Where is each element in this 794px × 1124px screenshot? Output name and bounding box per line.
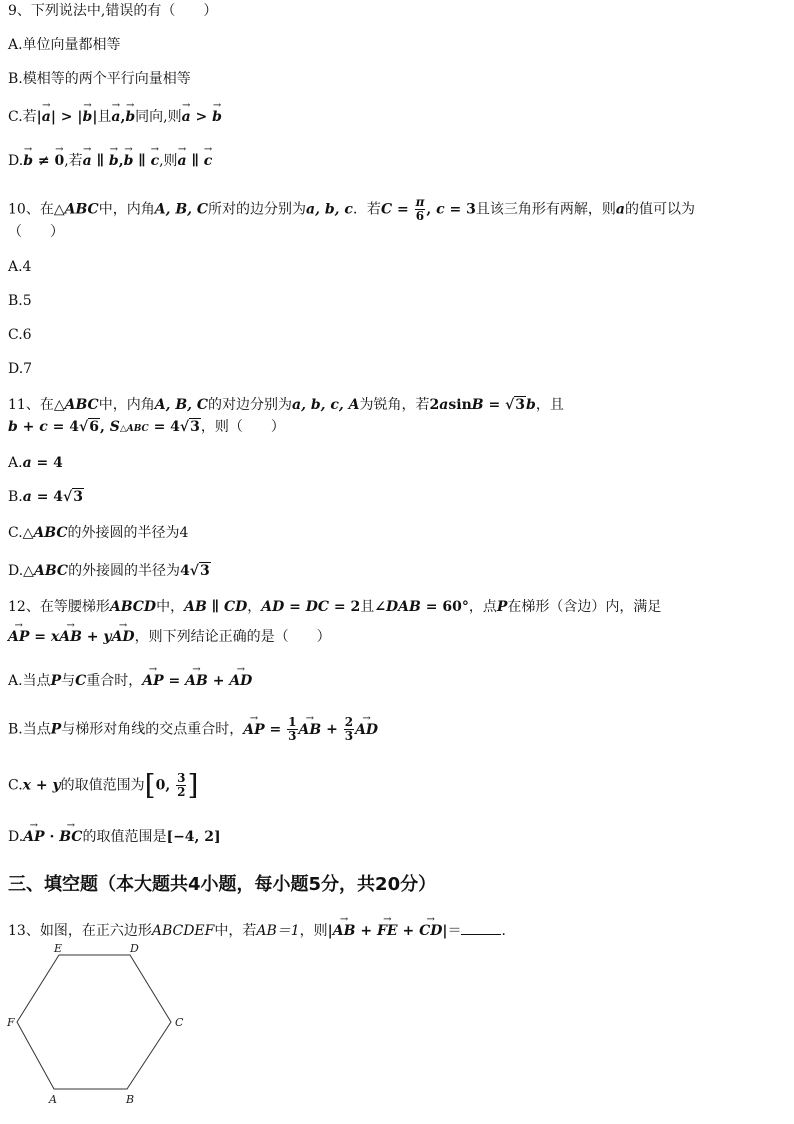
q12-stem: 12、在等腰梯形ABCD中，AB ∥ CD，AD = DC = 2且∠DAB = 60°，点P在梯形（含边）内，满足	[8, 599, 662, 615]
q11-option-a: A.a = 4	[8, 455, 63, 471]
q9-option-c: C.若|→ a| > |→ b|且→ a,→ b同向,则→ a > → b	[8, 108, 222, 126]
q11-option-b: B.a = 4√3	[8, 489, 83, 505]
q11-option-d: D.△ABC的外接圆的半径为4√3	[8, 563, 210, 579]
section-title-fill-in: 三、填空题（本大题共4小题，每小题5分，共20分）	[8, 874, 437, 895]
hexagon-figure	[0, 940, 200, 1110]
answer-blank	[461, 922, 501, 935]
q13-stem: 13、如图，在正六边形ABCDEF中，若AB＝1，则|→ AB + → FE + → CD|＝ ．	[8, 922, 515, 940]
vertex-label-b: B	[126, 1093, 135, 1106]
vertex-label-e: E	[54, 942, 63, 955]
q12-option-d: D.→ AP · → BC的取值范围是[−4, 2]	[8, 828, 221, 846]
q12-stem-cont: → AP = x→ AB + y→ AD，则下列结论正确的是（ ）	[8, 628, 331, 646]
vertex-label-a: A	[49, 1093, 57, 1106]
q10-option-c: C.6	[8, 327, 32, 343]
q10-stem-paren: （ ）	[8, 224, 64, 240]
q10-stem: 10、在△ABC中，内角A, B, C所对的边分别为a, b, c．若C = $\frac{\pi}{6}$ , c = 3且该三角形有两解，则a的值可以为	[8, 195, 695, 223]
q10-option-b: B.5	[8, 293, 32, 309]
q9-option-a: A.单位向量都相等	[8, 37, 121, 53]
q11-stem-cont: b + c = 4√6, S△ABC = 4√3，则（ ）	[8, 419, 285, 435]
q12-option-c: C.x + y的取值范围为[0, $\frac{3}{2}$ ]	[8, 768, 199, 802]
vertex-label-c: C	[175, 1016, 184, 1029]
q9-stem: 9、下列说法中,错误的有（ ）	[8, 3, 218, 19]
q12-option-a: A.当点P与C重合时，→ AP = → AB + → AD	[8, 672, 252, 690]
q10-option-d: D.7	[8, 361, 33, 377]
hexagon-outline	[17, 955, 171, 1089]
q12-option-b: B.当点P与梯形对角线的交点重合时，→ AP = $\frac{1}{3}$ → AB + $\frac{2}{3}$ → AD	[8, 716, 378, 743]
q11-option-c: C.△ABC的外接圆的半径为4	[8, 525, 189, 541]
vertex-label-f: F	[7, 1016, 15, 1029]
q9-option-b: B.模相等的两个平行向量相等	[8, 71, 191, 87]
q9-option-d: D.→ b ≠ → 0,若→ a ∥ → b,→ b ∥ → c,则→ a ∥ → c	[8, 152, 212, 170]
vertex-label-d: D	[130, 942, 139, 955]
q11-stem: 11、在△ABC中，内角A, B, C的对边分别为a, b, c, A为锐角，若2asinB = √3b，且	[8, 397, 564, 413]
q10-option-a: A.4	[8, 259, 32, 275]
